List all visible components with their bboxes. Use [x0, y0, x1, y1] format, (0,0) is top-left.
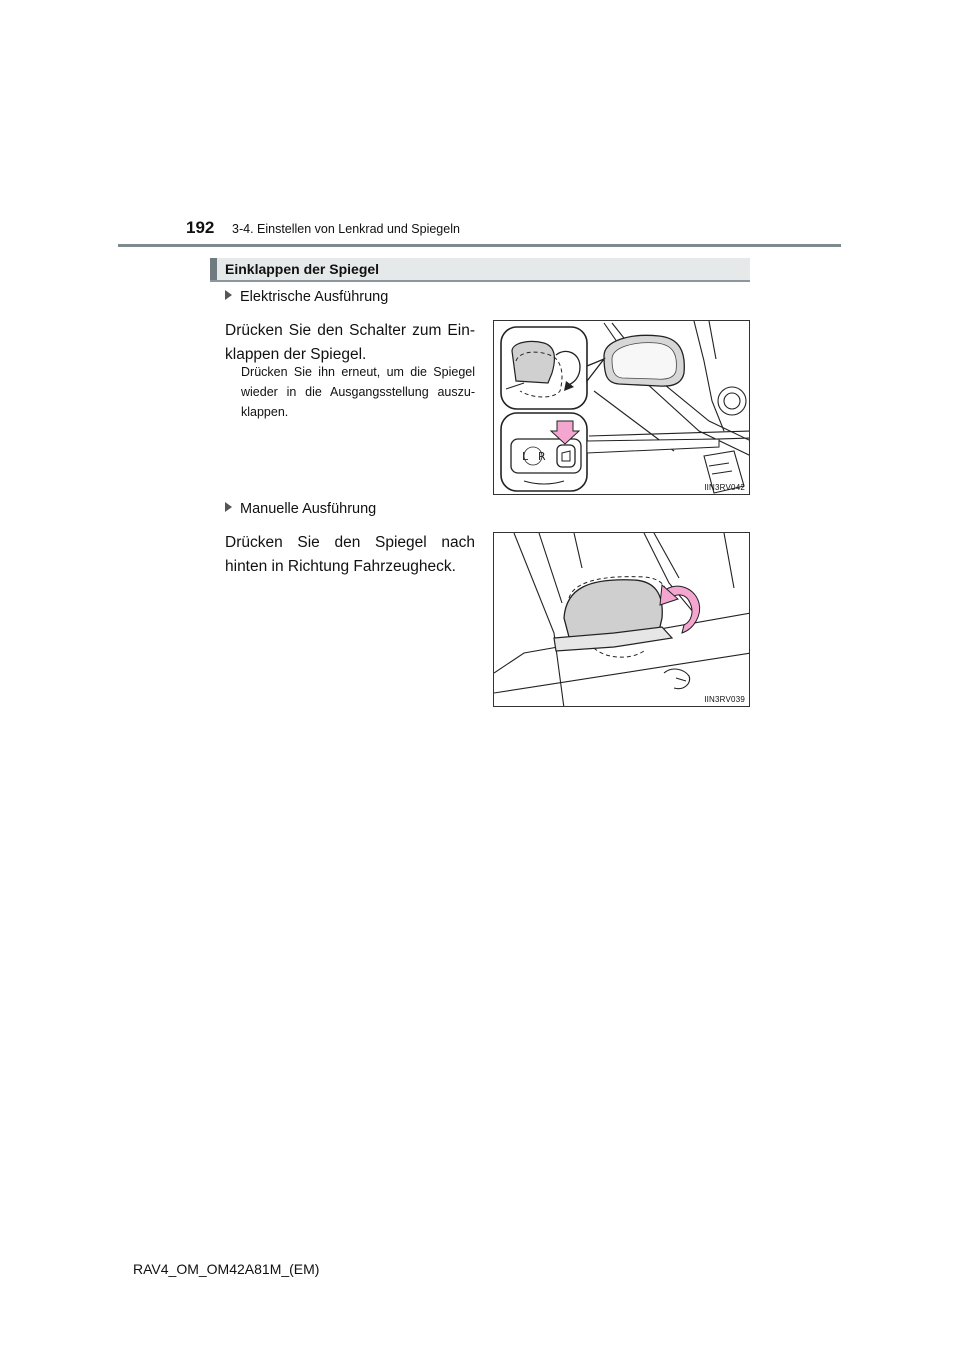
figure-code-manual: IIN3RV039 [704, 695, 745, 704]
electric-instruction: Drücken Sie den Schalter zum Ein-klappen der Spiegel. [225, 322, 475, 363]
footer-doc-code: RAV4_OM_OM42A81M_(EM) [133, 1261, 320, 1277]
section-heading-bar [210, 258, 217, 280]
manual-label: Manuelle Ausführung [240, 501, 377, 517]
section-title: Einklappen der Spiegel [225, 261, 380, 277]
page-number: 192 [186, 218, 215, 237]
switch-left-label: L [522, 450, 529, 463]
bullet-electric [225, 289, 388, 305]
bullet-triangle-icon [225, 502, 232, 512]
bullet-triangle-icon [225, 290, 232, 300]
manual-instruction: Drücken Sie den Spiegel nach hinten in Richtung Fahrzeugheck. [225, 534, 475, 575]
electric-note: Drücken Sie ihn erneut, um die Spiegel wieder in die Ausgangsstellung auszu-klappen. [241, 365, 475, 419]
section-heading [210, 258, 750, 282]
fold-switch-button [557, 445, 575, 467]
electric-mirror-illustration [494, 321, 750, 495]
bullet-manual [225, 501, 376, 517]
figure-electric-mirror [493, 320, 750, 495]
manual-mirror-illustration [494, 533, 750, 707]
chapter-title: 3-4. Einstellen von Lenkrad und Spiegeln [232, 222, 460, 236]
figure-code-electric: IIN3RV042 [704, 483, 745, 492]
header-rule [118, 244, 841, 247]
figure-manual-mirror [493, 532, 750, 707]
electric-label: Elektrische Ausführung [240, 289, 389, 305]
switch-right-label: R [538, 450, 546, 463]
